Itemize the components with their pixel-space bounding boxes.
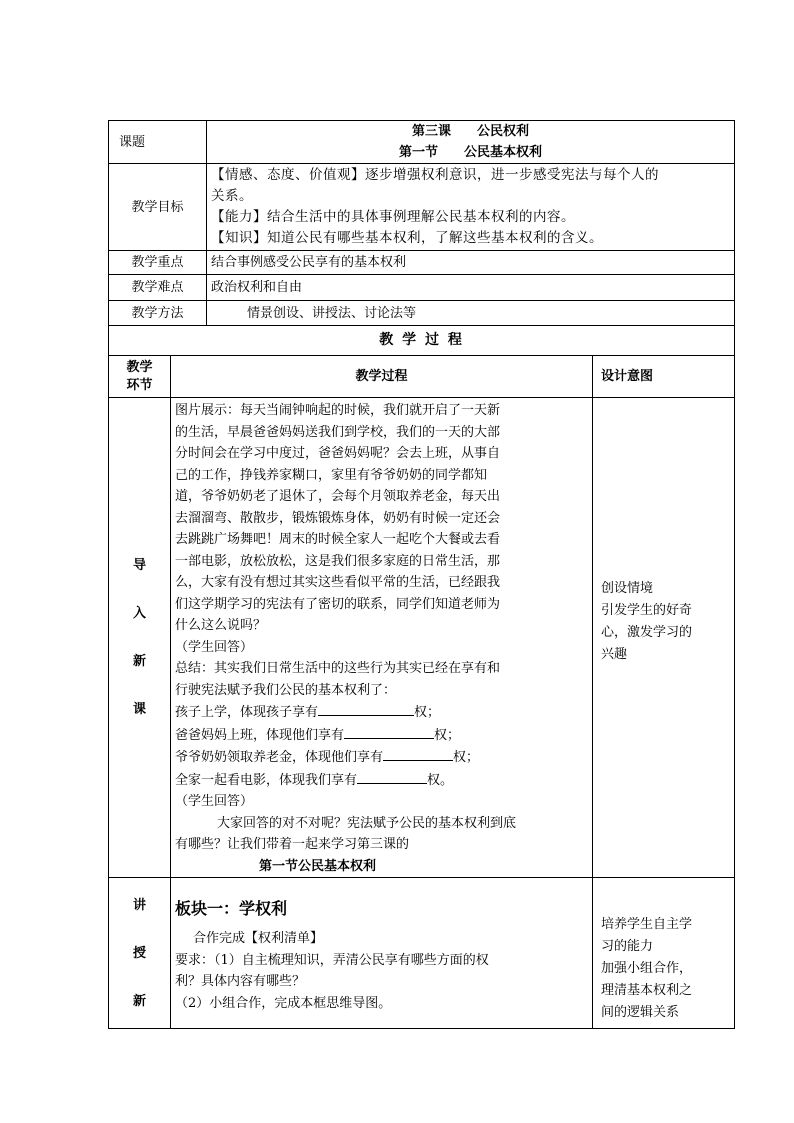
stage-char: 讲 — [132, 898, 146, 913]
intent-line: 加强小组合作， — [601, 961, 693, 976]
process-line: 去跳跳广场舞吧！周末的时候全家人一起吃个大餐或去看 — [175, 532, 501, 547]
intro-intent — [593, 398, 735, 878]
process-line: 们这学期学习的宪法有了密切的联系，同学们知道老师为 — [175, 596, 501, 612]
row-process-title — [109, 326, 735, 356]
intent-line: 间的逻辑关系 — [601, 1005, 680, 1020]
header-stage-line: 教学 — [126, 359, 153, 375]
stage-char: 导 — [132, 557, 146, 573]
stage-char: 入 — [132, 605, 146, 621]
process-line: 己的工作，挣钱养家糊口，家里有爷爷奶奶的同学都知 — [175, 467, 488, 483]
stage-char: 授 — [132, 946, 146, 961]
process-line: （学生回答） — [175, 639, 254, 655]
difficulty-label: 教学难点 — [109, 275, 207, 301]
lecture-intent — [593, 878, 735, 1029]
answer-blank[interactable] — [357, 769, 427, 784]
goal-line: 【能力】结合生活中的具体事例理解公民基本权利的内容。 — [211, 209, 576, 225]
intent-line: 理清基本权利之 — [601, 983, 693, 998]
lecture-process — [171, 878, 593, 1029]
intent-line: 引发学生的好奇 — [601, 603, 693, 618]
process-line: 总结：其实我们日常生活中的这些行为其实已经在享有和 — [175, 661, 501, 676]
row-topic — [109, 121, 735, 164]
process-line: 合作完成【权利清单】 — [193, 931, 324, 946]
topic-value — [207, 121, 735, 164]
intent-line: 兴趣 — [601, 647, 628, 662]
fill-blank-line: 孩子上学，体现孩子享有 权； — [175, 701, 588, 724]
process-line: 道，爷爷奶奶老了退休了，会每个月领取养老金，每天出 — [175, 489, 501, 504]
process-line: 一部电影，放松放松，这是我们很多家庭的日常生活，那 — [175, 553, 501, 569]
goals-value — [207, 164, 735, 251]
process-line: 第一节公民基本权利 — [259, 858, 377, 874]
process-line: 行驶宪法赋予我们公民的基本权利了： — [175, 682, 397, 698]
process-line: 有哪些？让我们带着一起来学习第三课的 — [175, 837, 410, 852]
row-intro — [109, 398, 735, 878]
goal-line: 【情感、态度、价值观】逐步增强权利意识，进一步感受宪法与每个人的 — [211, 167, 660, 183]
lesson-plan-table — [108, 120, 735, 1029]
process-line: 分时间会在学习中度过，爸爸妈妈呢？会去上班，从事自 — [175, 446, 501, 461]
process-line: （2）小组合作，完成本框思维导图。 — [175, 995, 392, 1011]
process-line: 什么这么说吗？ — [175, 618, 267, 633]
row-method — [109, 301, 735, 326]
intro-process — [171, 398, 593, 878]
answer-blank[interactable] — [344, 724, 434, 739]
process-line: 么，大家有没有想过其实这些看似平常的生活，已经跟我 — [175, 575, 501, 590]
header-process: 教学过程 — [171, 356, 593, 398]
method-value: 情景创设、讲授法、讨论法等 — [207, 301, 735, 326]
process-title: 教 学 过 程 — [109, 326, 735, 356]
intent-line: 心，激发学习的 — [601, 625, 693, 640]
lecture-stage — [109, 878, 171, 1029]
goal-line: 关系。 — [211, 188, 254, 204]
process-line: 去溜溜弯、散散步，锻炼锻炼身体，奶奶有时候一定还会 — [175, 510, 501, 526]
goal-line: 【知识】知道公民有哪些基本权利，了解这些基本权利的含义。 — [211, 230, 604, 246]
goals-label: 教学目标 — [109, 164, 207, 251]
lesson-title: 第三课 公民权利 — [412, 124, 530, 139]
intent-line: 习的能力 — [601, 939, 654, 954]
row-difficulty — [109, 275, 735, 301]
process-line: 的生活，早晨爸爸妈妈送我们到学校，我们的一天的大部 — [175, 424, 501, 440]
fill-blank-line: 全家一起看电影，体现我们享有 权。 — [175, 769, 588, 792]
row-header — [109, 356, 735, 398]
stage-char: 课 — [132, 701, 146, 717]
section-title: 第一节 公民基本权利 — [399, 145, 543, 160]
fill-blank-line: 爷爷奶奶领取养老金，体现他们享有 权； — [175, 746, 588, 769]
difficulty-value: 政治权利和自由 — [207, 275, 735, 301]
process-line: （学生回答） — [175, 794, 254, 809]
stage-char: 新 — [132, 994, 146, 1009]
process-line: 利？具体内容有哪些？ — [175, 974, 306, 989]
process-line: 要求：（1）自主梳理知识，弄清公民享有哪些方面的权 — [175, 952, 489, 968]
answer-blank[interactable] — [318, 701, 414, 716]
process-line: 图片展示：每天当闹钟响起的时候，我们就开启了一天新 — [175, 403, 501, 418]
row-lecture — [109, 878, 735, 1029]
key-point-label: 教学重点 — [109, 251, 207, 275]
fill-blank-line: 爸爸妈妈上班，体现他们享有 权； — [175, 724, 588, 747]
method-label: 教学方法 — [109, 301, 207, 326]
module-title: 板块一：学权利 — [175, 899, 288, 918]
key-point-value: 结合事例感受公民享有的基本权利 — [207, 251, 735, 275]
intent-line: 创设情境 — [601, 581, 654, 596]
header-stage-line: 环节 — [126, 377, 153, 393]
row-key-point — [109, 251, 735, 275]
topic-label: 课题 — [109, 121, 207, 164]
intent-line: 培养学生自主学 — [601, 917, 693, 932]
intro-stage — [109, 398, 171, 878]
process-line: 大家回答的对不对呢？宪法赋予公民的基本权利到底 — [217, 815, 517, 831]
stage-char: 新 — [132, 653, 146, 669]
row-goals — [109, 164, 735, 251]
header-intent: 设计意图 — [593, 356, 735, 398]
answer-blank[interactable] — [383, 746, 453, 761]
header-stage — [109, 356, 171, 398]
